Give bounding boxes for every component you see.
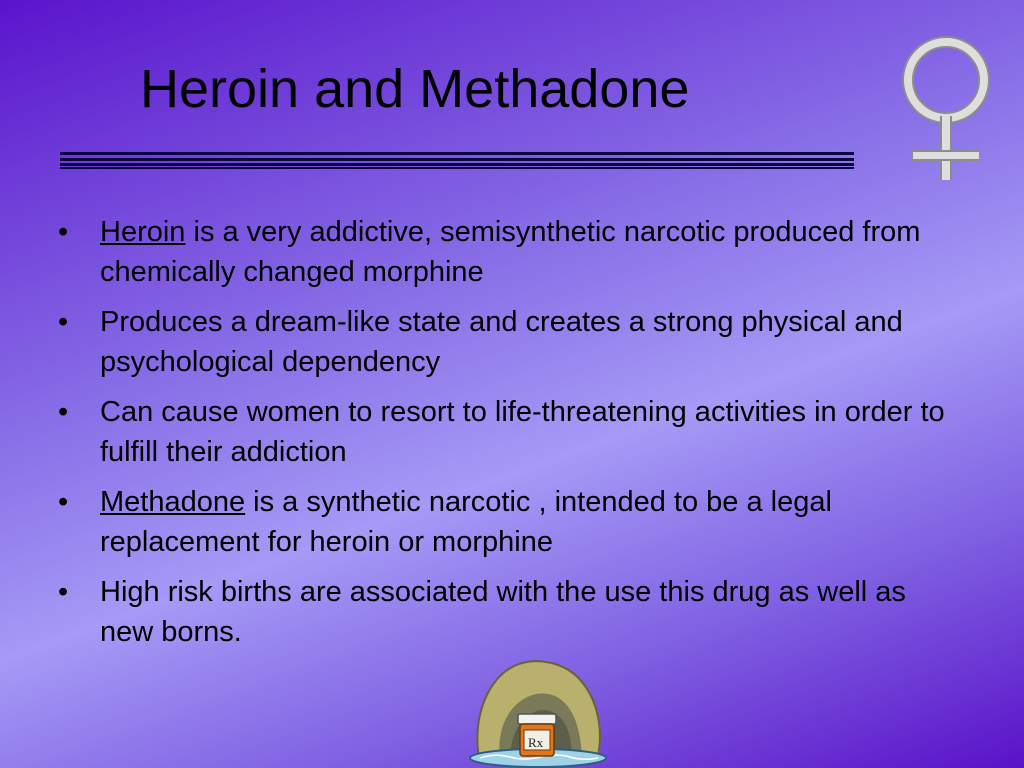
bullet-item <box>58 302 958 382</box>
slide-title: Heroin and Methadone <box>140 59 690 119</box>
bullet-text: is a synthetic narcotic , intended to be a legal replacement for heroin or morphine <box>100 486 832 558</box>
bullet-item <box>58 212 958 292</box>
bullet-text: is a very addictive, semisynthetic narcotic produced from chemically changed morphine <box>100 216 921 288</box>
prescription-bottle-icon <box>466 658 610 768</box>
bullet-marker: • <box>58 576 69 608</box>
bullet-marker: • <box>58 216 69 248</box>
title-divider <box>60 152 854 170</box>
bullet-term: Heroin <box>100 216 186 248</box>
bullet-marker: • <box>58 486 69 518</box>
bullet-item <box>58 572 958 652</box>
bullet-marker: • <box>58 396 69 428</box>
bullet-marker: • <box>58 306 69 338</box>
bullet-text: High risk births are associated with the use this drug as well as new borns. <box>100 576 906 648</box>
bullet-item <box>58 392 958 472</box>
bullet-item <box>58 482 958 562</box>
bullet-text: Can cause women to resort to life-threatening activities in order to fulfill their addiction <box>100 396 945 468</box>
female-symbol-icon <box>898 32 994 184</box>
bullet-list <box>58 212 958 662</box>
bullet-term: Methadone <box>100 486 246 518</box>
bullet-text: Produces a dream-like state and creates a strong physical and psychological dependency <box>100 306 903 378</box>
rx-label: Rx <box>528 735 544 750</box>
